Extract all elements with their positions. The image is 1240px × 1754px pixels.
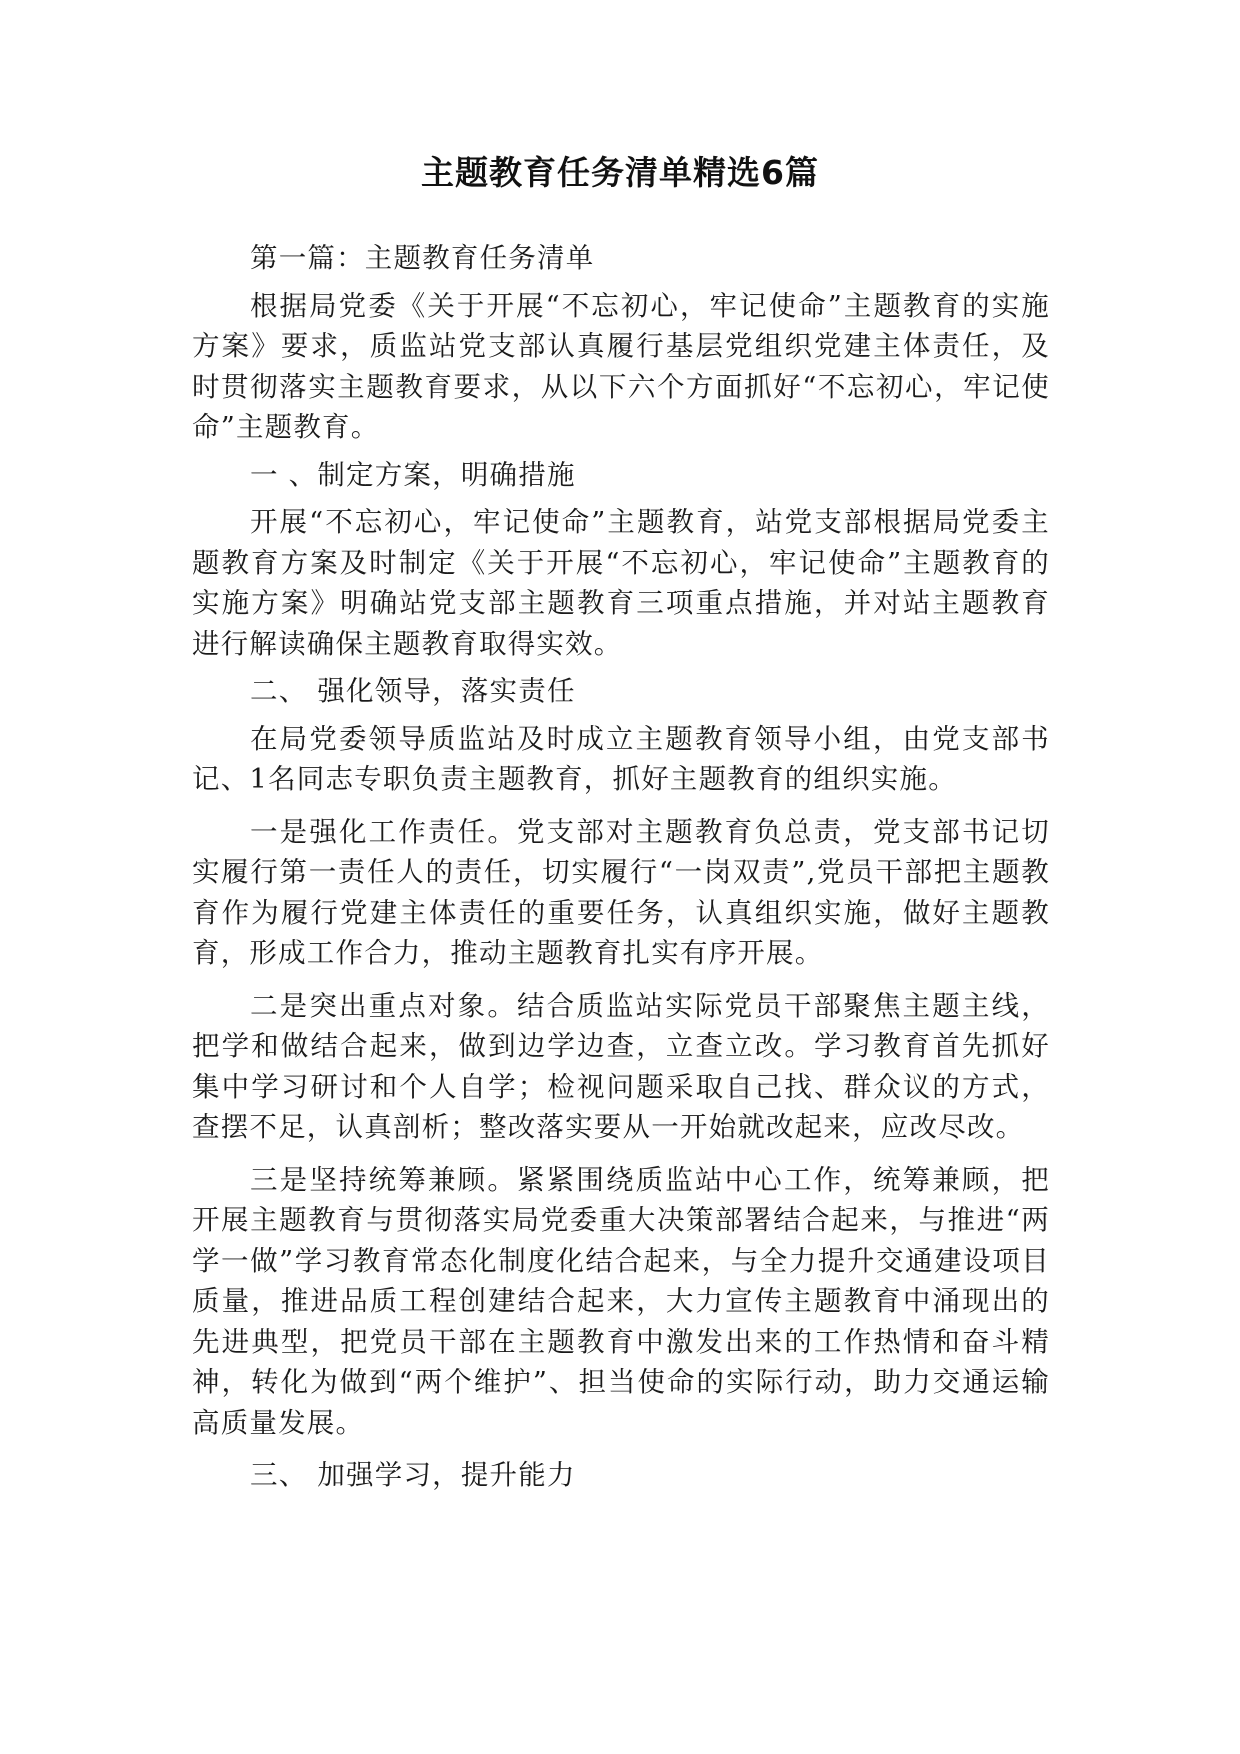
paragraph-plan: 开展“不忘初心，牢记使命”主题教育，站党支部根据局党委主题教育方案及时制定《关于开展“不忘初心，牢记使命”主题教育的实施方案》明确站党支部主题教育三项重点措施，并对站主题教育进行解读确保主题教育取得实效。 xyxy=(192,506,1050,660)
paragraph-coordination: 三是坚持统筹兼顾。紧紧围绕质监站中心工作，统筹兼顾，把开展主题教育与贯彻落实局党委重大决策部署结合起来，与推进“两学一做”学习教育常态化制度化结合起来，与全力提升交通建设项目质量，推进品质工程创建结合起来，大力宣传主题教育中涌现出的先进典型，把党员干部在主题教育中激发出来的工作热情和奋斗精神，转化为做到“两个维护”、担当使命的实际行动，助力交通运输高质量发展。 xyxy=(192,1163,1050,1439)
document-body xyxy=(192,238,1050,1496)
section-heading-two: 二、 强化领导，落实责任 xyxy=(250,675,576,707)
document-title: 主题教育任务清单精选6篇 xyxy=(421,153,819,192)
paragraph-responsibility: 一是强化工作责任。党支部对主题教育负总责，党支部书记切实履行第一责任人的责任，切实履行“一岗双责”,党员干部把主题教育作为履行党建主体责任的重要任务，认真组织实施，做好主题教育，形成工作合力，推动主题教育扎实有序开展。 xyxy=(192,815,1050,969)
section-heading-three: 三、 加强学习，提升能力 xyxy=(250,1459,576,1491)
paragraph-key-targets: 二是突出重点对象。结合质监站实际党员干部聚焦主题主线，把学和做结合起来，做到边学边查，立查立改。学习教育首先抓好集中学习研讨和个人自学；检视问题采取自己找、群众议的方式，查摆不足，认真剖析；整改落实要从一开始就改起来，应改尽改。 xyxy=(192,989,1050,1143)
paragraph-leadership: 在局党委领导质监站及时成立主题教育领导小组，由党支部书记、1名同志专职负责主题教育，抓好主题教育的组织实施。 xyxy=(192,722,1050,795)
section-heading-chapter-one: 第一篇：主题教育任务清单 xyxy=(250,242,595,274)
paragraph-intro: 根据局党委《关于开展“不忘初心，牢记使命”主题教育的实施方案》要求，质监站党支部认真履行基层党组织党建主体责任，及时贯彻落实主题教育要求，从以下六个方面抓好“不忘初心，牢记使命”主题教育。 xyxy=(192,289,1050,443)
section-heading-one: 一 、制定方案，明确措施 xyxy=(250,458,576,491)
